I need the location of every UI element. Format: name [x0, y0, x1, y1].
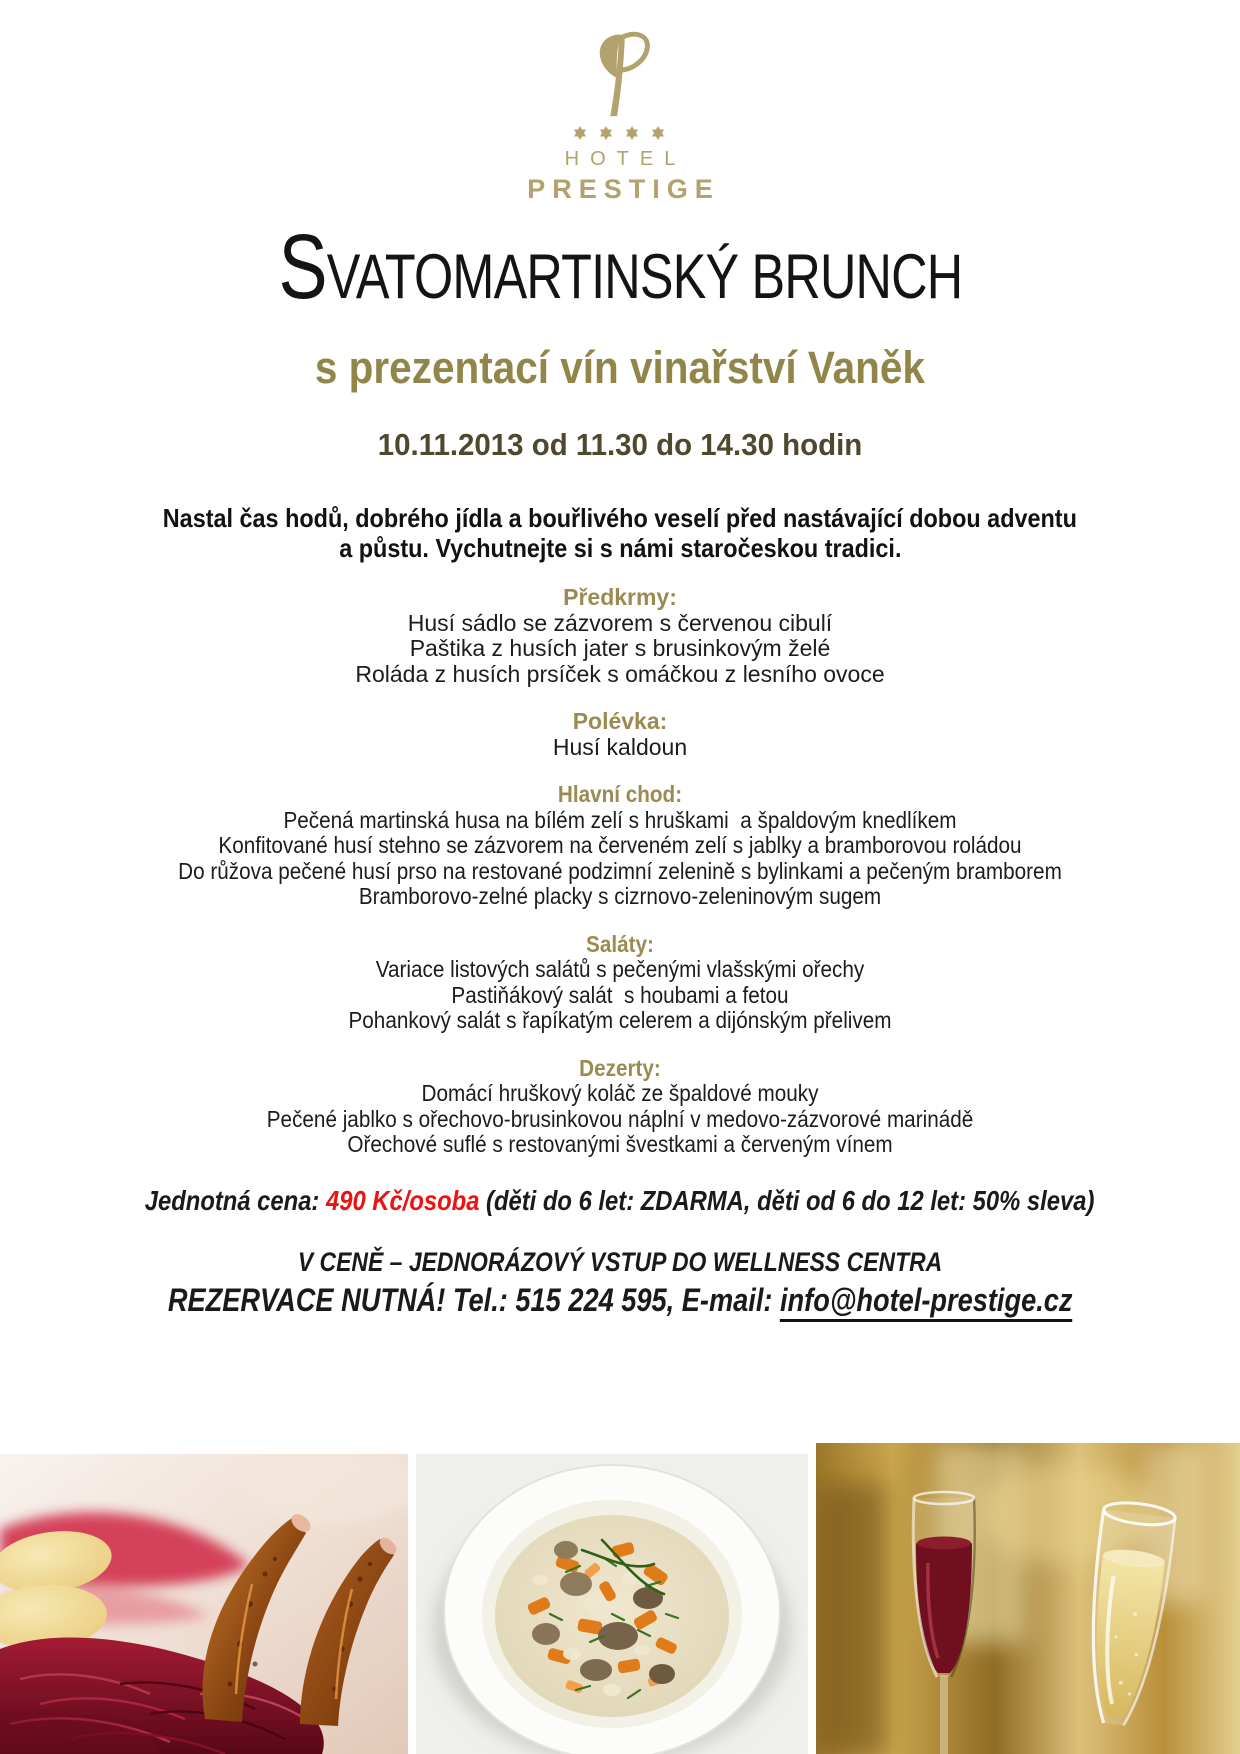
menu-item: Pečené jablko s ořechovo-brusinkovou náplní v medovo-zázvorové marinádě — [266, 1105, 974, 1132]
menu-section-title: Saláty: — [586, 930, 654, 957]
price-note: (děti do 6 let: ZDARMA, děti od 6 do 12 let: 50% sleva) — [479, 1184, 1095, 1216]
hotel-logo — [0, 0, 1240, 205]
menu — [110, 585, 1130, 1158]
logo-hotel-text: HOTEL — [564, 148, 687, 170]
photo-roast-goose — [0, 1454, 408, 1754]
photo-goose-soup — [416, 1454, 808, 1754]
event-datetime: 10.11.2013 od 11.30 do 14.30 hodin — [377, 427, 863, 462]
intro-line-2: a půstu. Vychutnejte si s námi staročeskou tradici. — [338, 533, 902, 563]
title-rest: VATOMARTINSKÝ BRUNCH — [326, 242, 962, 312]
email-link[interactable]: info@hotel-prestige.cz — [780, 1282, 1072, 1322]
price-label: Jednotná cena: — [145, 1184, 327, 1216]
reservation-text: REZERVACE NUTNÁ! Tel.: 515 224 595, E-mail: — [167, 1281, 780, 1318]
wellness-note: V CENĚ – JEDNORÁZOVÝ VSTUP DO WELLNESS CENTRA — [297, 1246, 943, 1277]
menu-item: Domácí hruškový koláč ze špaldové mouky — [421, 1080, 819, 1106]
menu-item: Husí kaldoun — [552, 733, 688, 760]
menu-section-title: Dezerty: — [579, 1054, 661, 1081]
menu-section-predkrmy — [110, 585, 1130, 687]
menu-item: Ořechové suflé s restovanými švestkami a červeným vínem — [347, 1131, 893, 1157]
menu-section-dezerty — [110, 1056, 1130, 1158]
menu-item: Paštika z husích jater s brusinkovým želé — [409, 635, 831, 661]
intro-line-1: Nastal čas hodů, dobrého jídla a bouřlivého veselí před nastávající dobou adventu — [162, 503, 1078, 533]
menu-item: Konfitované husí stehno se zázvorem na červeném zelí s jablky a bramborovou roládou — [218, 832, 1022, 858]
menu-item: Husí sádlo se zázvorem s červenou cibulí — [407, 609, 833, 636]
page-subtitle: s prezentací vín vinařství Vaněk — [314, 342, 926, 393]
menu-section-title: Polévka: — [572, 708, 668, 734]
page-title — [0, 216, 1240, 340]
goose-soup-image — [416, 1454, 808, 1754]
price-line — [0, 1184, 1240, 1218]
wine-glasses-image — [816, 1443, 1240, 1754]
menu-item: Variace listových salátů s pečenými vlašskými ořechy — [375, 956, 865, 982]
menu-section-title: Hlavní chod: — [557, 781, 683, 807]
menu-item: Roláda z husích prsíček s omáčkou z lesního ovoce — [355, 660, 885, 687]
price-value: 490 Kč/osoba — [326, 1184, 480, 1216]
prestige-monogram-icon — [587, 30, 653, 120]
menu-section-polevka — [110, 709, 1130, 760]
logo-brand-text: PRESTIGE — [527, 174, 720, 204]
menu-item: Pastiňákový salát s houbami a fetou — [451, 981, 789, 1008]
reservation-line — [0, 1280, 1240, 1320]
menu-item: Bramborovo-zelné placky s cizrnovo-zeleninovým sugem — [358, 883, 882, 909]
intro-paragraph — [0, 503, 1240, 563]
four-stars-icon — [565, 126, 675, 141]
menu-section-salaty — [110, 932, 1130, 1034]
roast-goose-image — [0, 1454, 408, 1754]
menu-item: Do růžova pečené husí prso na restované podzimní zelenině s bylinkami a pečeným bramborem — [178, 857, 1062, 884]
photo-strip — [0, 1443, 1240, 1754]
menu-item: Pečená martinská husa na bílém zelí s hruškami a špaldovým knedlíkem — [283, 806, 957, 833]
menu-section-hlavni-chod — [110, 782, 1130, 910]
menu-section-title: Předkrmy: — [563, 584, 677, 610]
title-initial: S — [278, 216, 327, 318]
menu-item: Pohankový salát s řapíkatým celerem a dijónským přelivem — [348, 1007, 892, 1033]
photo-wine-glasses — [816, 1443, 1240, 1754]
